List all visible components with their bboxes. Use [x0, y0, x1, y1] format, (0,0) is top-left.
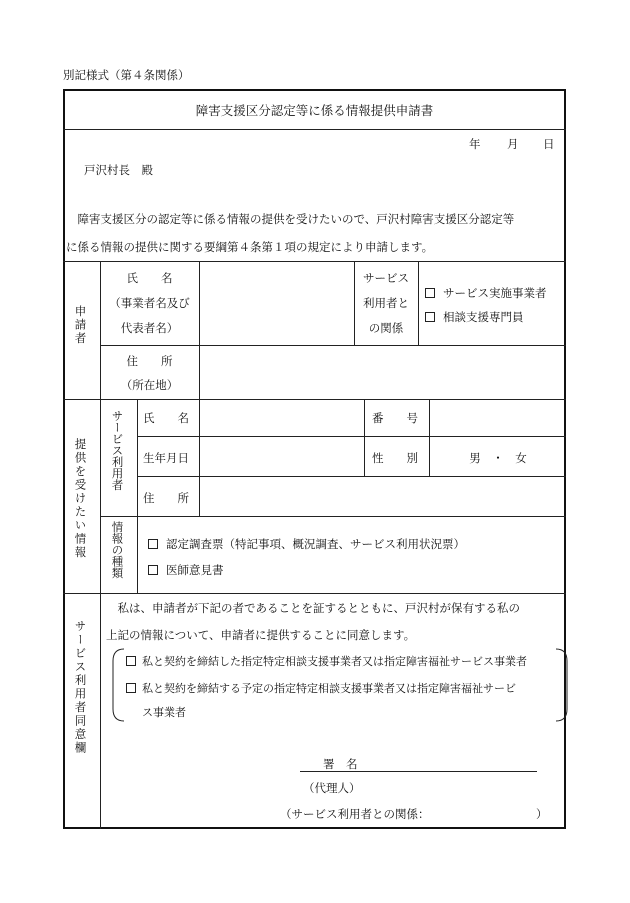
user-number-field[interactable]: [430, 400, 565, 435]
birthdate-label: 生年月日: [143, 451, 189, 465]
relation-option-provider[interactable]: サービス実施事業者: [425, 285, 547, 301]
type-option-survey[interactable]: 認定調査票（特記事項、概況調査、サービス利用状況票）: [148, 536, 465, 552]
sex-options[interactable]: 男 ・ 女: [469, 451, 527, 465]
intro-line-2: に係る情報の提供に関する要綱第４条第１項の規定により申請します。: [66, 240, 434, 254]
info-type-label: 情報の種類: [110, 521, 125, 579]
consent-option-planned[interactable]: 私と契約を締結する予定の指定特定相談支援事業者又は指定障害福祉サービ: [126, 680, 516, 696]
relation-label-2: 利用者と: [363, 296, 409, 310]
checkbox-icon[interactable]: [425, 288, 435, 298]
applicant-address-field[interactable]: [200, 346, 565, 398]
form-label: 別記様式（第４条関係）: [63, 68, 190, 82]
addressee: 戸沢村長 殿: [84, 163, 153, 177]
consent-option-contracted[interactable]: 私と契約を締結した指定特定相談支援事業者又は指定障害福祉サービス事業者: [126, 653, 527, 669]
user-number-label: 番 号: [372, 411, 418, 425]
birthdate-field[interactable]: [200, 437, 363, 475]
applicant-name-sub1: （事業者名及び: [109, 296, 190, 310]
checkbox-icon[interactable]: [148, 539, 158, 549]
user-address-field[interactable]: [200, 477, 565, 515]
service-user-label: サービス利用者: [110, 410, 125, 491]
consent-text-2: 上記の情報について、申請者に提供することに同意します。: [106, 628, 416, 642]
info-section-label: 提供を受けたい情報: [73, 438, 88, 560]
signature-label: 署 名: [323, 757, 358, 771]
applicant-section-label: 申請者: [73, 305, 88, 346]
applicant-address-sub: （所在地）: [120, 378, 179, 392]
type-option-doctor[interactable]: 医師意見書: [148, 562, 224, 578]
applicant-name-label: 氏 名: [126, 271, 173, 285]
user-name-label: 氏 名: [143, 411, 189, 425]
checkbox-icon[interactable]: [148, 565, 158, 575]
date-year[interactable]: 年: [469, 137, 481, 151]
relation-to-user-label: （サービス利用者との関係：: [280, 807, 430, 821]
user-name-field[interactable]: [200, 400, 363, 435]
date-day[interactable]: 日: [543, 137, 555, 151]
applicant-name-field[interactable]: [200, 262, 353, 344]
user-address-label: 住 所: [143, 491, 189, 505]
form-title: 障害支援区分認定等に係る情報提供申請書: [195, 103, 434, 118]
signature-line[interactable]: [300, 771, 537, 772]
consent-section-label: サービス利用者同意欄: [73, 620, 88, 755]
proxy-label: （代理人）: [303, 781, 361, 795]
relation-label-1: サービス: [363, 271, 409, 285]
applicant-address-label: 住 所: [126, 354, 173, 368]
relation-close-paren: ）: [536, 807, 548, 821]
checkbox-icon[interactable]: [425, 312, 435, 322]
intro-line-1: 障害支援区分の認定等に係る情報の提供を受けたいので、戸沢村障害支援区分認定等: [66, 212, 515, 226]
consent-option-planned-cont: ス事業者: [142, 706, 186, 719]
checkbox-icon[interactable]: [126, 683, 136, 693]
sex-label: 性 別: [372, 451, 418, 465]
consent-text-1: 私は、申請者が下記の者であることを証するとともに、戸沢村が保有する私の: [106, 601, 520, 615]
relation-to-user-field[interactable]: [442, 800, 532, 822]
relation-label-3: の関係: [368, 321, 404, 335]
relation-option-counselor[interactable]: 相談支援専門員: [425, 309, 524, 325]
applicant-name-sub2: 代表者名）: [120, 321, 179, 335]
date-month[interactable]: 月: [507, 137, 519, 151]
checkbox-icon[interactable]: [126, 656, 136, 666]
